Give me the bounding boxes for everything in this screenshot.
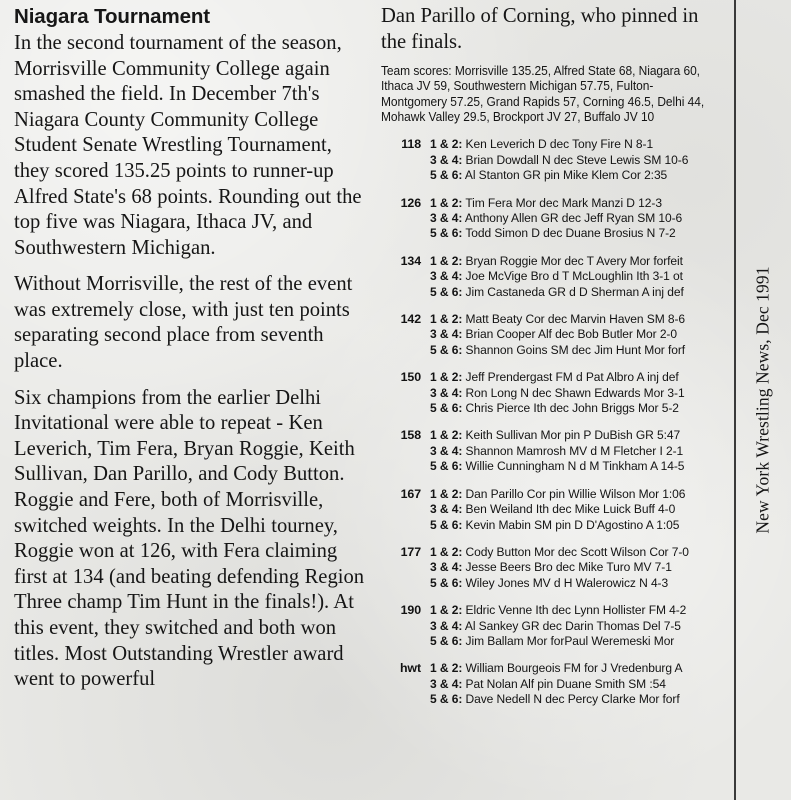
weight-class-label: 142: [400, 312, 421, 327]
bout-result-text: Eldric Venne Ith dec Lynn Hollister FM 4-2: [465, 603, 687, 618]
bout-result-text: Al Sankey GR dec Darin Thomas Del 7-5: [464, 618, 681, 633]
weight-class-block: [381, 196, 726, 242]
bout-lines: [430, 661, 726, 707]
bout-line: [430, 226, 717, 241]
bout-result-text: Tim Fera Mor dec Mark Manzi D 12-3: [465, 195, 662, 210]
bout-line: [430, 560, 717, 575]
weight-class-block: [381, 661, 726, 707]
bout-seed-label: 1 & 2:: [430, 312, 463, 327]
bout-result-text: Brian Cooper Alf dec Bob Butler Mor 2-0: [465, 327, 677, 342]
article-paragraph: Six champions from the earlier Delhi Invitational were able to repeat - Ken Leverich, Tim Fera, Bryan Roggie, Keith Sullivan, Dan Parillo, and Cody Button. Roggie and Fere, both of Morrisville, switched weights. In the Delhi tourney, Roggie won at 126, with Fera claiming first at 134 (and beating defending Region Three champ Tim Hunt in the finals!). At this event, they switched and both won titles. Most Outstanding Wrestler award went to powerful: [14, 386, 365, 691]
bout-result-text: Jim Ballam Mor forPaul Weremeski Mor: [465, 633, 675, 648]
bout-line: [430, 487, 717, 502]
weight-class-block: [381, 428, 726, 474]
bout-seed-label: 1 & 2:: [430, 428, 463, 443]
bout-result-text: Jim Castaneda GR d D Sherman A inj def: [465, 284, 684, 299]
bout-result-text: Dan Parillo Cor pin Willie Wilson Mor 1:06: [465, 486, 686, 501]
bout-line: [430, 285, 717, 300]
bout-lines: [430, 254, 726, 300]
weight-class-block: [381, 254, 726, 300]
bout-seed-label: 5 & 6:: [430, 284, 463, 299]
article-continuation: Dan Parillo of Corning, who pinned in the finals.: [381, 5, 699, 53]
bout-line: [430, 545, 717, 560]
weight-class-block: [381, 137, 726, 183]
bout-line: [430, 312, 717, 327]
team-scores-summary: Team scores: Morrisville 135.25, Alfred State 68, Niagara 60, Ithaca JV 59, Southwestern Michigan 57.75, Fulton-Montgomery 57.25, Grand Rapids 57, Corning 46.5, Delhi 44, Mohawk Valley 29.5, Brockport JV 27, Buffalo JV 10: [381, 64, 705, 125]
bout-seed-label: 1 & 2:: [430, 544, 463, 559]
bout-seed-label: 3 & 4:: [430, 211, 463, 225]
bout-seed-label: 1 & 2:: [430, 137, 463, 152]
weight-class-label: 190: [400, 603, 421, 618]
weight-class-label: 167: [400, 486, 421, 501]
bout-line: [430, 343, 717, 358]
source-credit: [745, 0, 781, 800]
bout-seed-label: 1 & 2:: [430, 195, 463, 210]
right-text-column: [381, 4, 726, 708]
bout-line: [430, 168, 717, 183]
bout-result-text: Ron Long N dec Shawn Edwards Mor 3-1: [465, 385, 685, 400]
bout-result-text: Brian Dowdall N dec Steve Lewis SM 10-6: [465, 152, 689, 167]
bout-line: [430, 692, 717, 707]
bout-line: [430, 196, 717, 211]
bout-result-text: Todd Simon D dec Duane Brosius N 7-2: [465, 226, 676, 241]
weight-class-block: [381, 370, 726, 416]
bout-result-text: Wiley Jones MV d H Walerowicz N 4-3: [465, 575, 669, 590]
bout-seed-label: 1 & 2:: [430, 486, 463, 501]
bout-result-text: Anthony Allen GR dec Jeff Ryan SM 10-6: [464, 211, 683, 225]
bout-result-text: Chris Pierce Ith dec John Briggs Mor 5-2: [465, 401, 679, 416]
bout-seed-label: 5 & 6:: [430, 517, 463, 532]
bout-result-text: Kevin Mabin SM pin D D'Agostino A 1:05: [465, 517, 680, 532]
bout-seed-label: 5 & 6:: [430, 459, 463, 474]
weight-class-label: 150: [400, 370, 421, 385]
bout-line: [430, 619, 717, 634]
bout-result-text: Al Stanton GR pin Mike Klem Cor 2:35: [464, 168, 668, 183]
bout-result-text: Jesse Beers Bro dec Mike Turo MV 7-1: [465, 560, 672, 575]
weight-class-block: [381, 312, 726, 358]
bout-seed-label: 3 & 4:: [430, 618, 463, 633]
bout-seed-label: 5 & 6:: [430, 168, 463, 183]
bout-seed-label: 1 & 2:: [430, 603, 463, 618]
source-credit-label: New York Wrestling News, Dec 1991: [752, 266, 773, 534]
bout-result-text: Willie Cunningham N d M Tinkham A 14-5: [465, 459, 685, 474]
bout-line: [430, 576, 717, 591]
bout-result-text: Ken Leverich D dec Tony Fire N 8-1: [465, 137, 654, 152]
bout-result-text: Pat Nolan Alf pin Duane Smith SM :54: [465, 676, 666, 691]
bout-lines: [430, 545, 726, 591]
bout-line: [430, 661, 717, 676]
bout-seed-label: 3 & 4:: [430, 676, 463, 691]
weight-class-label: 118: [401, 137, 421, 152]
bout-line: [430, 269, 717, 284]
bout-seed-label: 3 & 4:: [430, 327, 463, 342]
bout-line: [430, 518, 717, 533]
bout-result-text: Ben Weiland Ith dec Mike Luick Buff 4-0: [465, 502, 676, 517]
weight-class-block: [381, 487, 726, 533]
bout-result-text: Jeff Prendergast FM d Pat Albro A inj def: [465, 370, 679, 385]
bout-line: [430, 153, 717, 168]
bout-seed-label: 3 & 4:: [430, 560, 463, 575]
bout-line: [430, 137, 717, 152]
bout-seed-label: 5 & 6:: [430, 342, 463, 357]
bout-line: [430, 502, 717, 517]
bout-result-text: William Bourgeois FM for J Vredenburg A: [465, 661, 683, 676]
bout-line: [430, 211, 717, 226]
bout-seed-label: 1 & 2:: [430, 253, 463, 268]
bout-seed-label: 5 & 6:: [430, 692, 463, 707]
bout-seed-label: 3 & 4:: [430, 269, 463, 284]
weight-class-label: 134: [400, 253, 421, 268]
bout-seed-label: 5 & 6:: [430, 226, 463, 241]
bout-lines: [430, 137, 726, 183]
bout-lines: [430, 603, 726, 649]
bout-result-text: Bryan Roggie Mor dec T Avery Mor forfeit: [465, 253, 683, 268]
page-title: Niagara Tournament: [14, 5, 211, 28]
weight-class-label: 126: [400, 195, 421, 210]
weight-class-label: 158: [400, 428, 421, 443]
bout-seed-label: 1 & 2:: [430, 661, 463, 676]
bout-seed-label: 1 & 2:: [430, 370, 463, 385]
bout-line: [430, 327, 717, 342]
bout-seed-label: 5 & 6:: [430, 633, 463, 648]
bout-result-text: Keith Sullivan Mor pin P DuBish GR 5:47: [465, 428, 681, 443]
bout-line: [430, 634, 717, 649]
bout-result-text: Cody Button Mor dec Scott Wilson Cor 7-0: [465, 544, 689, 559]
weight-class-label: hwt: [399, 661, 421, 676]
bout-line: [430, 254, 717, 269]
bout-line: [430, 603, 717, 618]
bout-lines: [430, 370, 726, 416]
bout-results-list: [381, 137, 726, 707]
bout-line: [430, 428, 717, 443]
bout-lines: [430, 312, 726, 358]
weight-class-label: 177: [400, 544, 421, 559]
bout-seed-label: 3 & 4:: [430, 152, 463, 167]
bout-seed-label: 5 & 6:: [430, 401, 463, 416]
bout-result-text: Shannon Mamrosh MV d M Fletcher I 2-1: [465, 443, 684, 458]
bout-line: [430, 401, 717, 416]
article-paragraph: Without Morrisville, the rest of the event was extremely close, with just ten points separating second place from seventh place.: [14, 273, 353, 373]
weight-class-block: [381, 603, 726, 649]
bout-result-text: Dave Nedell N dec Percy Clarke Mor forf: [465, 692, 680, 707]
bout-line: [430, 459, 717, 474]
bout-lines: [430, 487, 726, 533]
bout-result-text: Matt Beaty Cor dec Marvin Haven SM 8-6: [465, 312, 686, 327]
article-paragraph: In the second tournament of the season, Morrisville Community College again smashed the field. In December 7th's Niagara County Community College Student Senate Wrestling Tournament, they scored 135.25 points to runner-up Alfred State's 68 points. Rounding out the top five was Niagara, Ithaca JV, and Southwestern Michigan.: [14, 31, 362, 259]
bout-line: [430, 677, 717, 692]
left-text-column: [14, 6, 366, 693]
bout-seed-label: 3 & 4:: [430, 443, 463, 458]
bout-lines: [430, 196, 726, 242]
weight-class-block: [381, 545, 726, 591]
bout-seed-label: 3 & 4:: [430, 502, 463, 517]
bout-seed-label: 3 & 4:: [430, 385, 463, 400]
column-divider-rule: [734, 0, 736, 800]
bout-result-text: Shannon Goins SM dec Jim Hunt Mor forf: [465, 342, 686, 357]
bout-result-text: Joe McVige Bro d T McLoughlin Ith 3-1 ot: [465, 269, 683, 284]
bout-line: [430, 370, 717, 385]
bout-lines: [430, 428, 726, 474]
bout-line: [430, 444, 717, 459]
bout-line: [430, 386, 717, 401]
bout-seed-label: 5 & 6:: [430, 575, 463, 590]
